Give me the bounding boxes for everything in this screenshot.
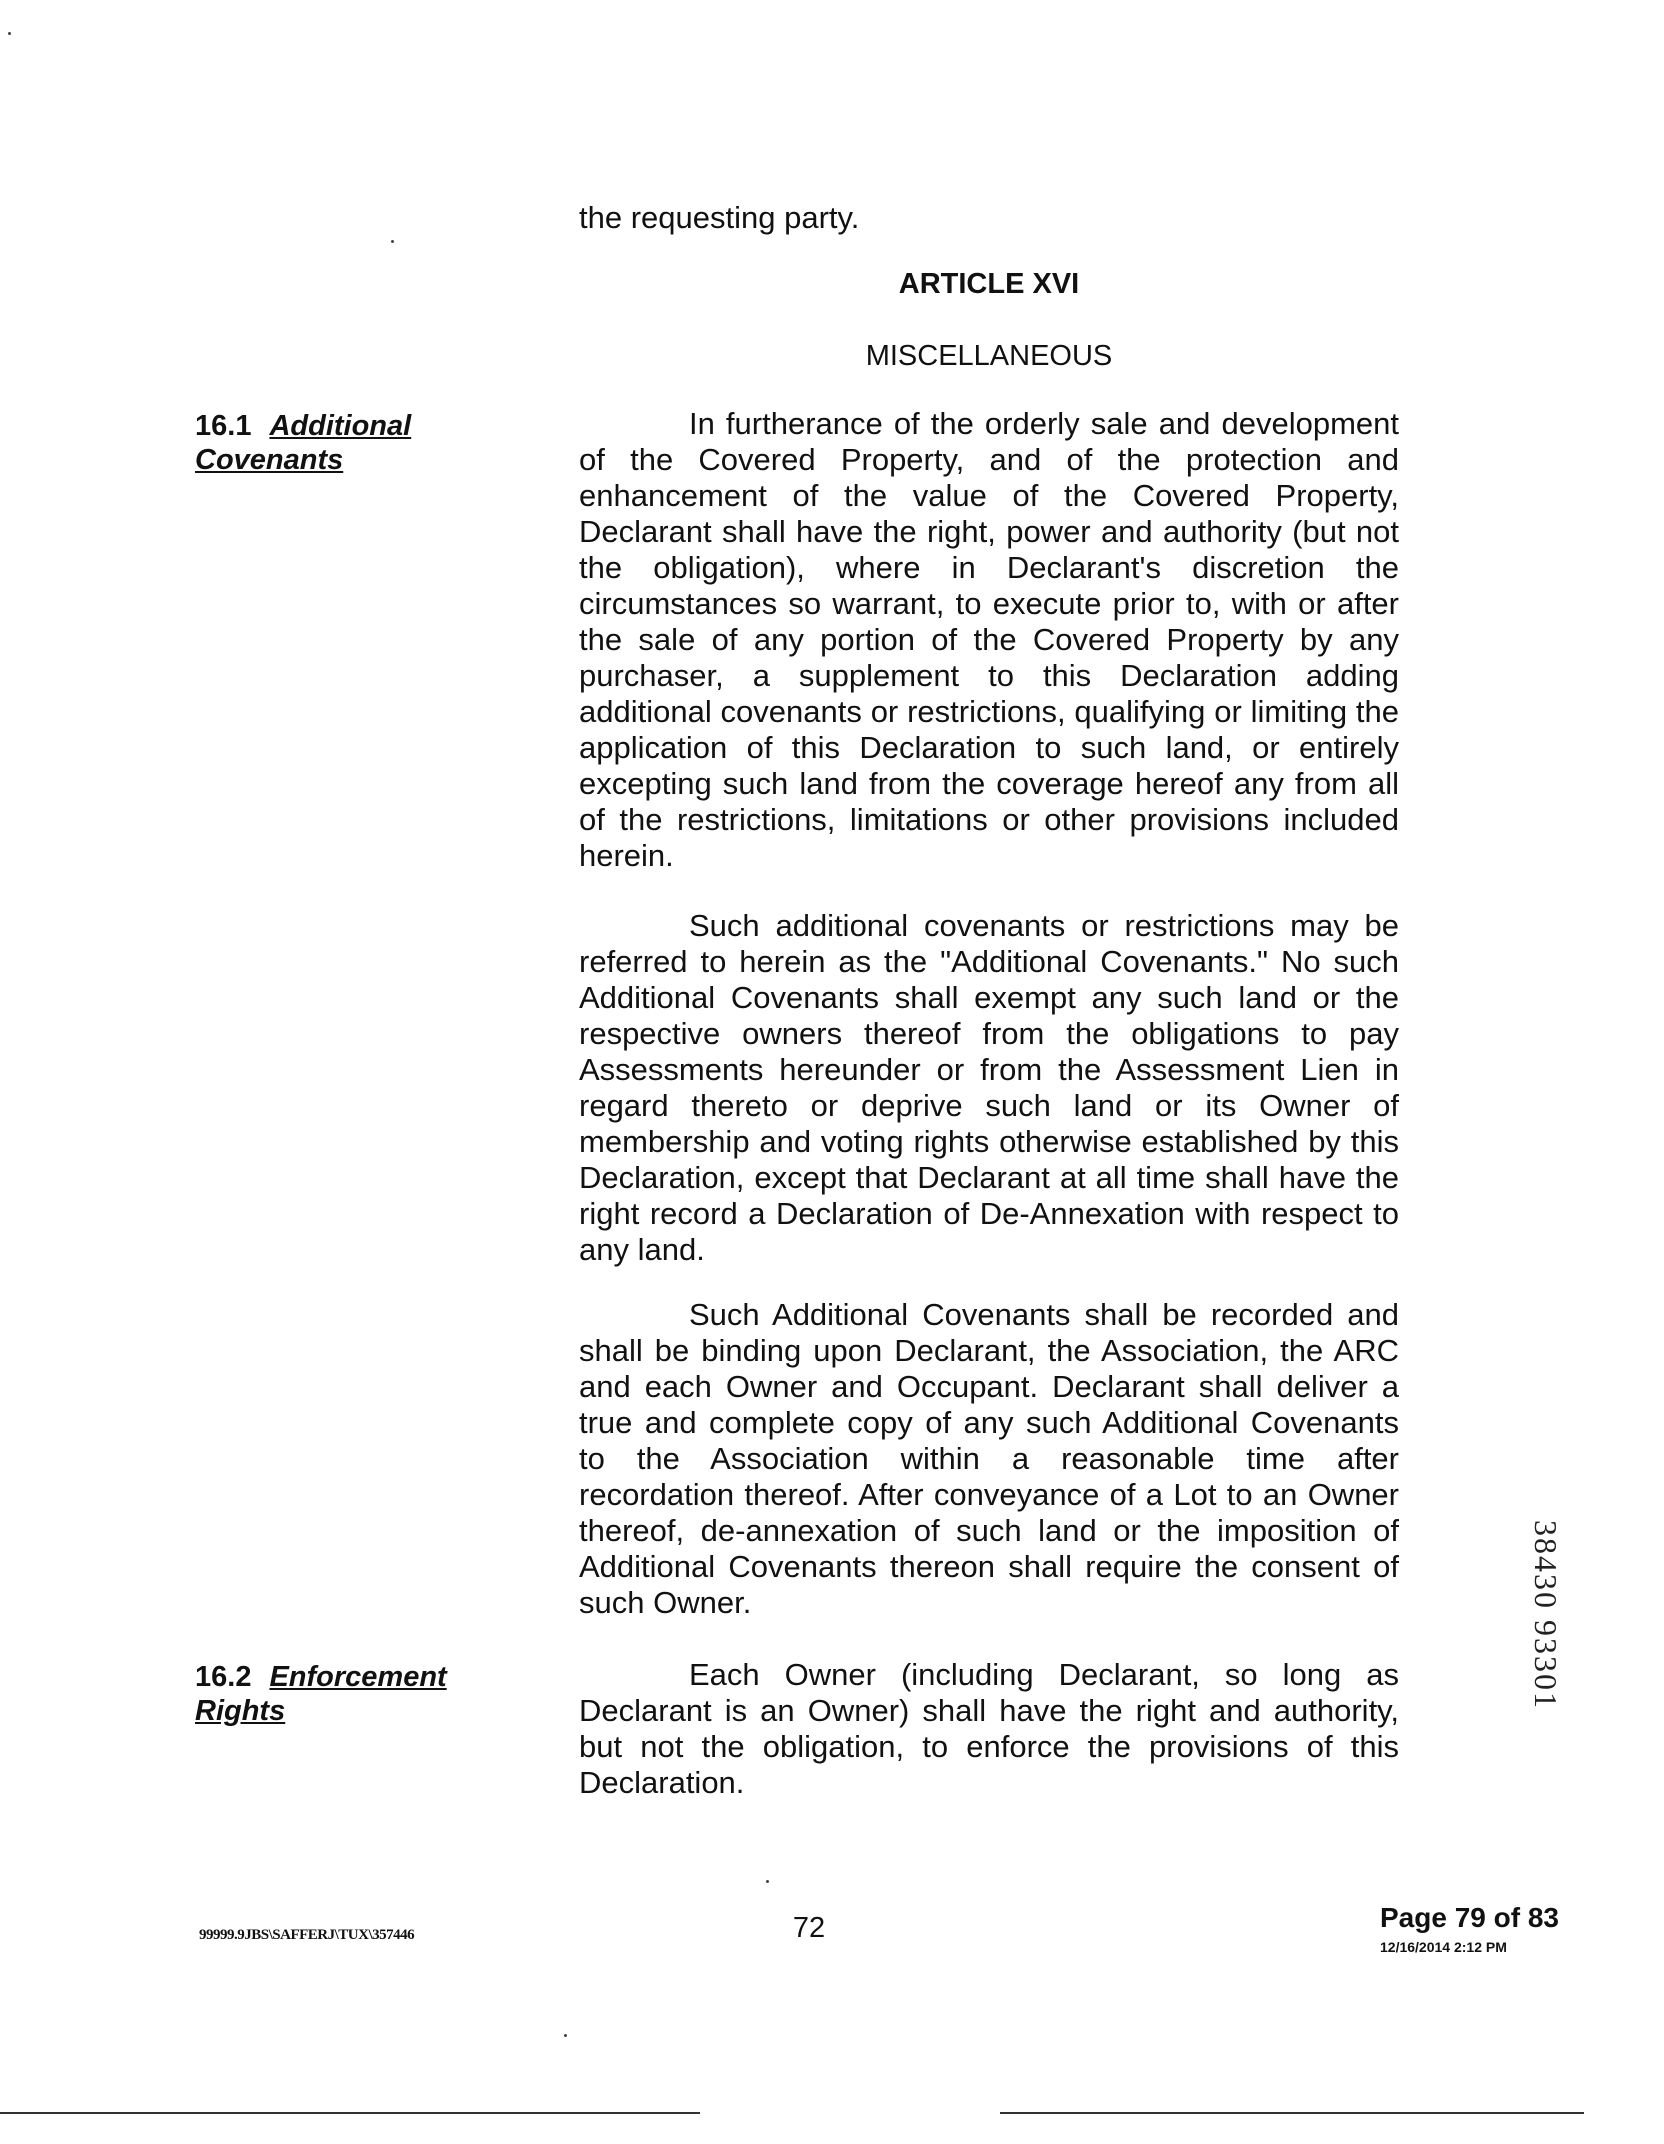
section-number: 16.1: [195, 410, 252, 442]
scan-speck: [391, 240, 394, 243]
footer-page-of: Page 79 of 83: [1380, 1902, 1559, 1933]
section-title: Enforcement Rights: [195, 1661, 447, 1727]
margin-stamp: 38430 93301: [1528, 1520, 1564, 1710]
article-title: ARTICLE XVI: [898, 268, 1080, 300]
footer-doc-code: 99999.9JBS\SAFFERJ\TUX\357446: [199, 1927, 415, 1943]
footer-rule-left: [0, 2112, 700, 2114]
intro-text: the requesting party.: [579, 200, 860, 235]
section-title: Additional Covenants: [195, 410, 412, 476]
section-16-1-paragraph-2: Such additional covenants or restrictions may be referred to herein as the "Additional Covenants." No such Additional Covenants shall exempt any such land or the respective owners thereof from the obligations to pay Assessments hereunder or from the Assessment Lien in regard thereto or deprive such land or its Owner of membership and voting rights otherwise established by this Declaration, except that Declarant at all time shall have the right record a Declaration of De-Annexation with respect to any land.: [579, 908, 1399, 1267]
scan-speck: [564, 2034, 567, 2037]
article-subtitle: MISCELLANEOUS: [865, 340, 1113, 372]
scan-speck: [8, 32, 11, 35]
section-16-1-paragraph-1: In furtherance of the orderly sale and development of the Covered Property, and of the protection and enhancement of the value of the Covered Property, Declarant shall have the right, power and authority (but not the obligation), where in Declarant's discretion the circumstances so warrant, to execute prior to, with or after the sale of any portion of the Covered Property by any purchaser, a supplement to this Declaration adding additional covenants or restrictions, qualifying or limiting the application of this Declaration to such land, or entirely excepting such land from the coverage hereof any from all of the restrictions, limitations or other provisions included herein.: [579, 406, 1399, 873]
scan-speck: [766, 1880, 769, 1883]
section-16-2-paragraph-1: Each Owner (including Declarant, so long as Declarant is an Owner) shall have the right and authority, but not the obligation, to enforce the provisions of this Declaration.: [579, 1657, 1399, 1800]
section-heading-16-1: [195, 409, 515, 477]
section-16-1-paragraph-3: Such Additional Covenants shall be recorded and shall be binding upon Declarant, the Association, the ARC and each Owner and Occupant. Declarant shall deliver a true and complete copy of any such Additional Covenants to the Association within a reasonable time after recordation thereof. After conveyance of a Lot to an Owner thereof, de-annexation of such land or the imposition of Additional Covenants thereon shall require the consent of such Owner.: [579, 1297, 1399, 1620]
section-heading-16-2: [195, 1660, 515, 1728]
footer-rule-right: [1000, 2112, 1584, 2114]
footer-timestamp: 12/16/2014 2:12 PM: [1380, 1939, 1507, 1955]
section-number: 16.2: [195, 1661, 252, 1693]
footer-page-number: 72: [792, 1912, 826, 1944]
